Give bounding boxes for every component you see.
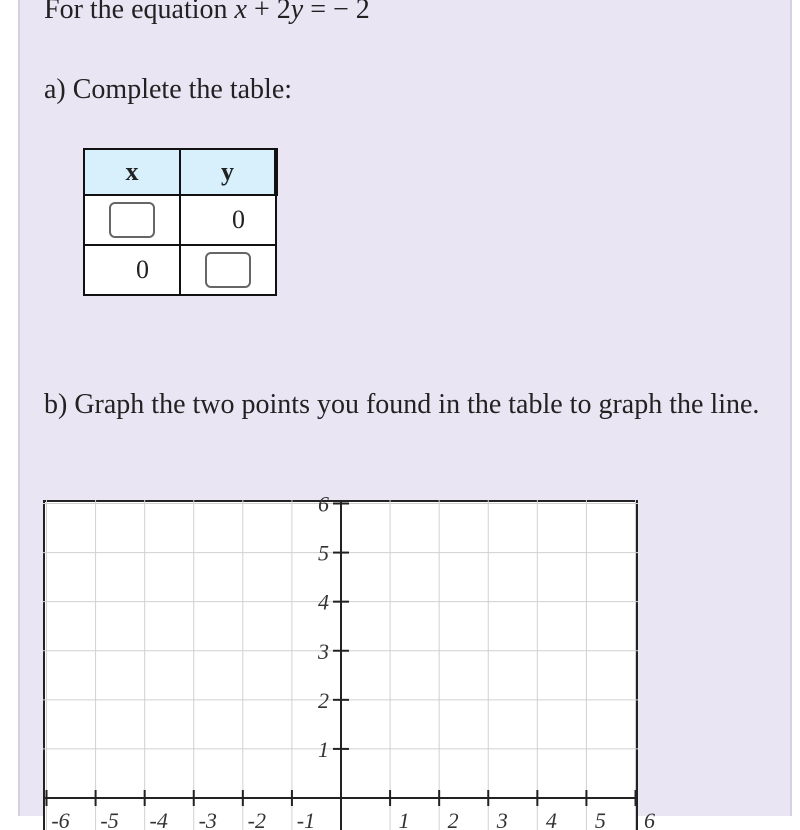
row1-x-input[interactable] bbox=[109, 202, 155, 238]
y-tick-label: 2 bbox=[318, 687, 329, 713]
xy-table bbox=[83, 148, 278, 296]
equation-mid: + 2 bbox=[246, 0, 291, 25]
x-tick-label: -3 bbox=[198, 808, 217, 830]
row1-x-cell bbox=[84, 195, 180, 245]
x-tick-label: 1 bbox=[398, 808, 410, 830]
graph-area[interactable] bbox=[43, 491, 655, 830]
question-panel bbox=[18, 0, 792, 830]
equation-suffix: = − 2 bbox=[303, 0, 370, 25]
row2-y-input[interactable] bbox=[205, 252, 251, 288]
header-y: y bbox=[180, 149, 276, 195]
header-x: x bbox=[84, 149, 180, 195]
equation-text bbox=[44, 0, 370, 28]
y-tick-label: 5 bbox=[318, 540, 329, 566]
x-tick-label: -4 bbox=[149, 808, 168, 830]
row2-y-cell bbox=[180, 245, 276, 295]
part-a-prompt: a) Complete the table: bbox=[44, 74, 293, 105]
x-tick-label: 5 bbox=[594, 808, 606, 830]
equation-x: x bbox=[234, 0, 247, 25]
x-tick-label: -1 bbox=[296, 808, 316, 830]
graph-canvas[interactable] bbox=[43, 491, 655, 830]
part-b-prompt: b) Graph the two points you found in the table to graph the line. bbox=[44, 389, 760, 420]
y-tick-label: 3 bbox=[318, 638, 329, 664]
x-tick-label: 2 bbox=[447, 808, 459, 830]
x-tick-label: -6 bbox=[51, 808, 70, 830]
x-tick-label: 6 bbox=[644, 808, 655, 830]
table-row bbox=[84, 195, 276, 245]
y-tick-label: 4 bbox=[318, 589, 329, 615]
row2-x-value: 0 bbox=[84, 245, 180, 295]
equation-y: y bbox=[290, 0, 304, 25]
table-header-row bbox=[84, 149, 276, 195]
x-tick-label: -5 bbox=[100, 808, 119, 830]
x-tick-label: 3 bbox=[496, 808, 508, 830]
y-tick-label: 1 bbox=[318, 736, 329, 762]
equation-prefix: For the equation bbox=[44, 0, 235, 25]
x-tick-label: 4 bbox=[545, 808, 557, 830]
x-tick-label: -2 bbox=[247, 808, 266, 830]
row1-y-value: 0 bbox=[180, 195, 276, 245]
y-tick-label: 6 bbox=[318, 491, 329, 517]
table-row bbox=[84, 245, 276, 295]
